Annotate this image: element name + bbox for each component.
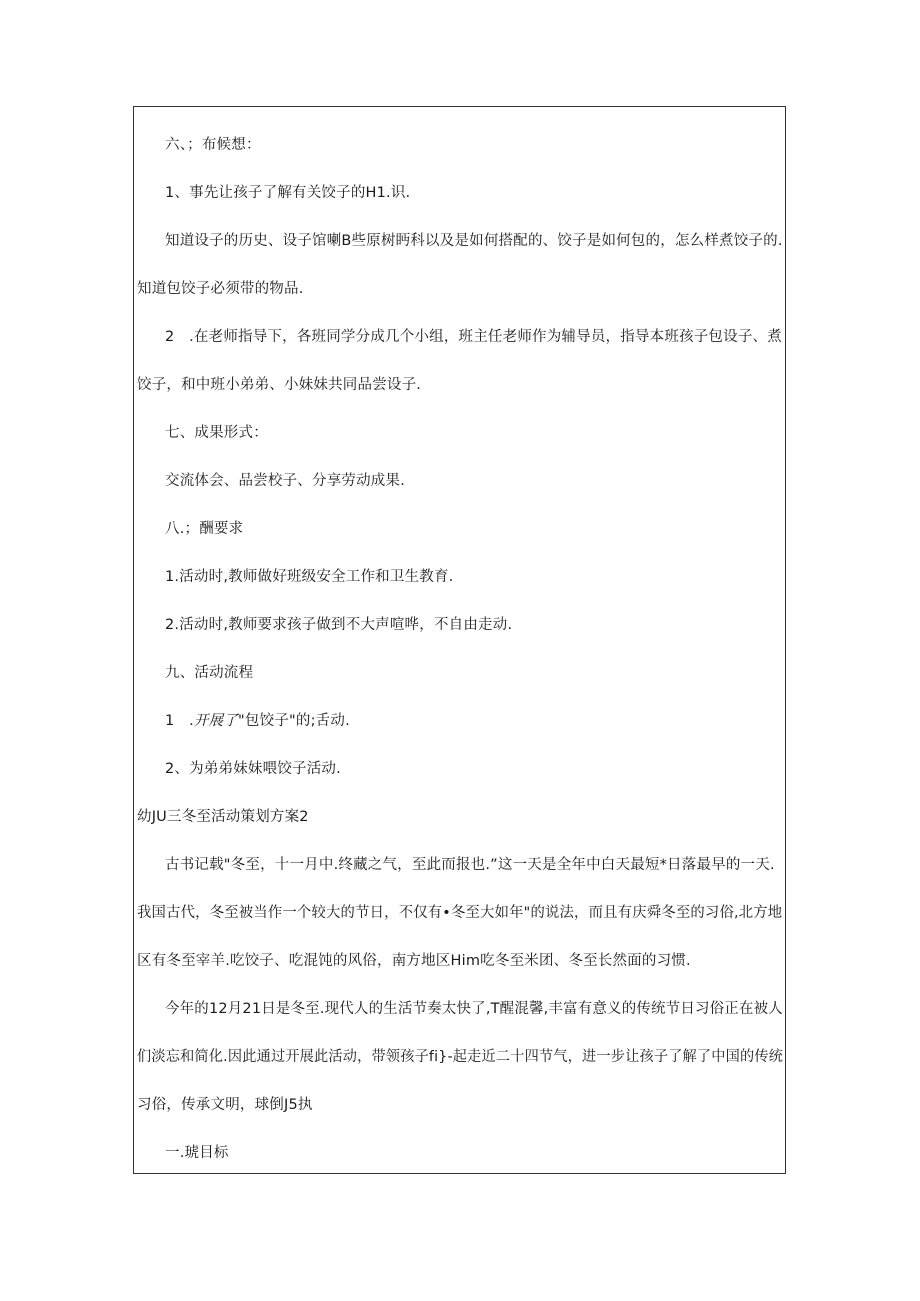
paragraph-line: 交流体会、品尝校子、分享劳动成果. <box>165 473 406 489</box>
paragraph-line: 知道设子的历史、设子馆喇B些原树眄科以及是如何搭配的、饺子是如何包的，怎么样煮饺子的. <box>165 233 783 249</box>
paragraph-line: 古书记载"冬至，十一月中.终藏之气，至此而报也.”这一天是全年中白天最短*日落最早的一天. <box>165 857 775 873</box>
section-title: 幼JU三冬至活动策划方案2 <box>137 809 309 825</box>
section-heading-9: 九、活动流程 <box>165 665 254 681</box>
paragraph-line: 1、事先让孩子了解有关饺子的H1.识. <box>165 185 411 201</box>
paragraph-line: 2.活动时,教师要求孩子做到不大声喧哗，不自由走动. <box>165 617 513 633</box>
paragraph-line: 今年的12月21日是冬至.现代人的生活节奏太快了,T醒混馨,丰富有意义的传统节日习俗正在被人 <box>165 1001 783 1017</box>
section-heading-8: 八.；酬要求 <box>165 521 244 537</box>
paragraph-line: 们淡忘和简化.因此通过开展此活动，带领孩子fi}-起走近二十四节气，进一步让孩子了解了中国的传统 <box>137 1049 784 1065</box>
paragraph-line: 知道包饺子必须带的物品. <box>137 281 304 297</box>
paragraph-line: 习俗，传承文明，球倒J5执 <box>137 1097 313 1113</box>
section-heading-7: 七、成果形式： <box>165 425 268 441</box>
section-heading-6: 六、；布候想： <box>165 137 261 153</box>
list-number: 1 . <box>165 713 194 729</box>
document-page <box>133 106 786 1174</box>
section-heading-1: 一.琥目标 <box>165 1145 229 1161</box>
paragraph-line: 饺子，和中班小弟弟、小妹妹共同品尝设子. <box>137 377 422 393</box>
paragraph-line: 区有冬至宰羊.吃饺子、吃混饨的风俗，南方地区Him吃冬至米团、冬至长然面的习惯. <box>137 953 691 969</box>
paragraph-line: 2 .在老师指导下，各班同学分成几个小组，班主任老师作为辅导员，指导本班孩子包设子、煮 <box>165 329 782 345</box>
paragraph-line: 2、为弟弟妹妹喂饺子活动. <box>165 761 341 777</box>
paragraph-line <box>165 711 350 731</box>
paragraph-line: 我国古代，冬至被当作一个较大的节日，不仅有•冬至大如年"的说法，而且有庆舜冬至的习俗,北方地 <box>137 905 783 921</box>
list-text: "包饺子"的;舌动. <box>238 713 350 729</box>
paragraph-line: 1.活动时,教师做好班级安全工作和卫生教育. <box>165 569 454 585</box>
italic-text: 开展了 <box>193 713 239 729</box>
